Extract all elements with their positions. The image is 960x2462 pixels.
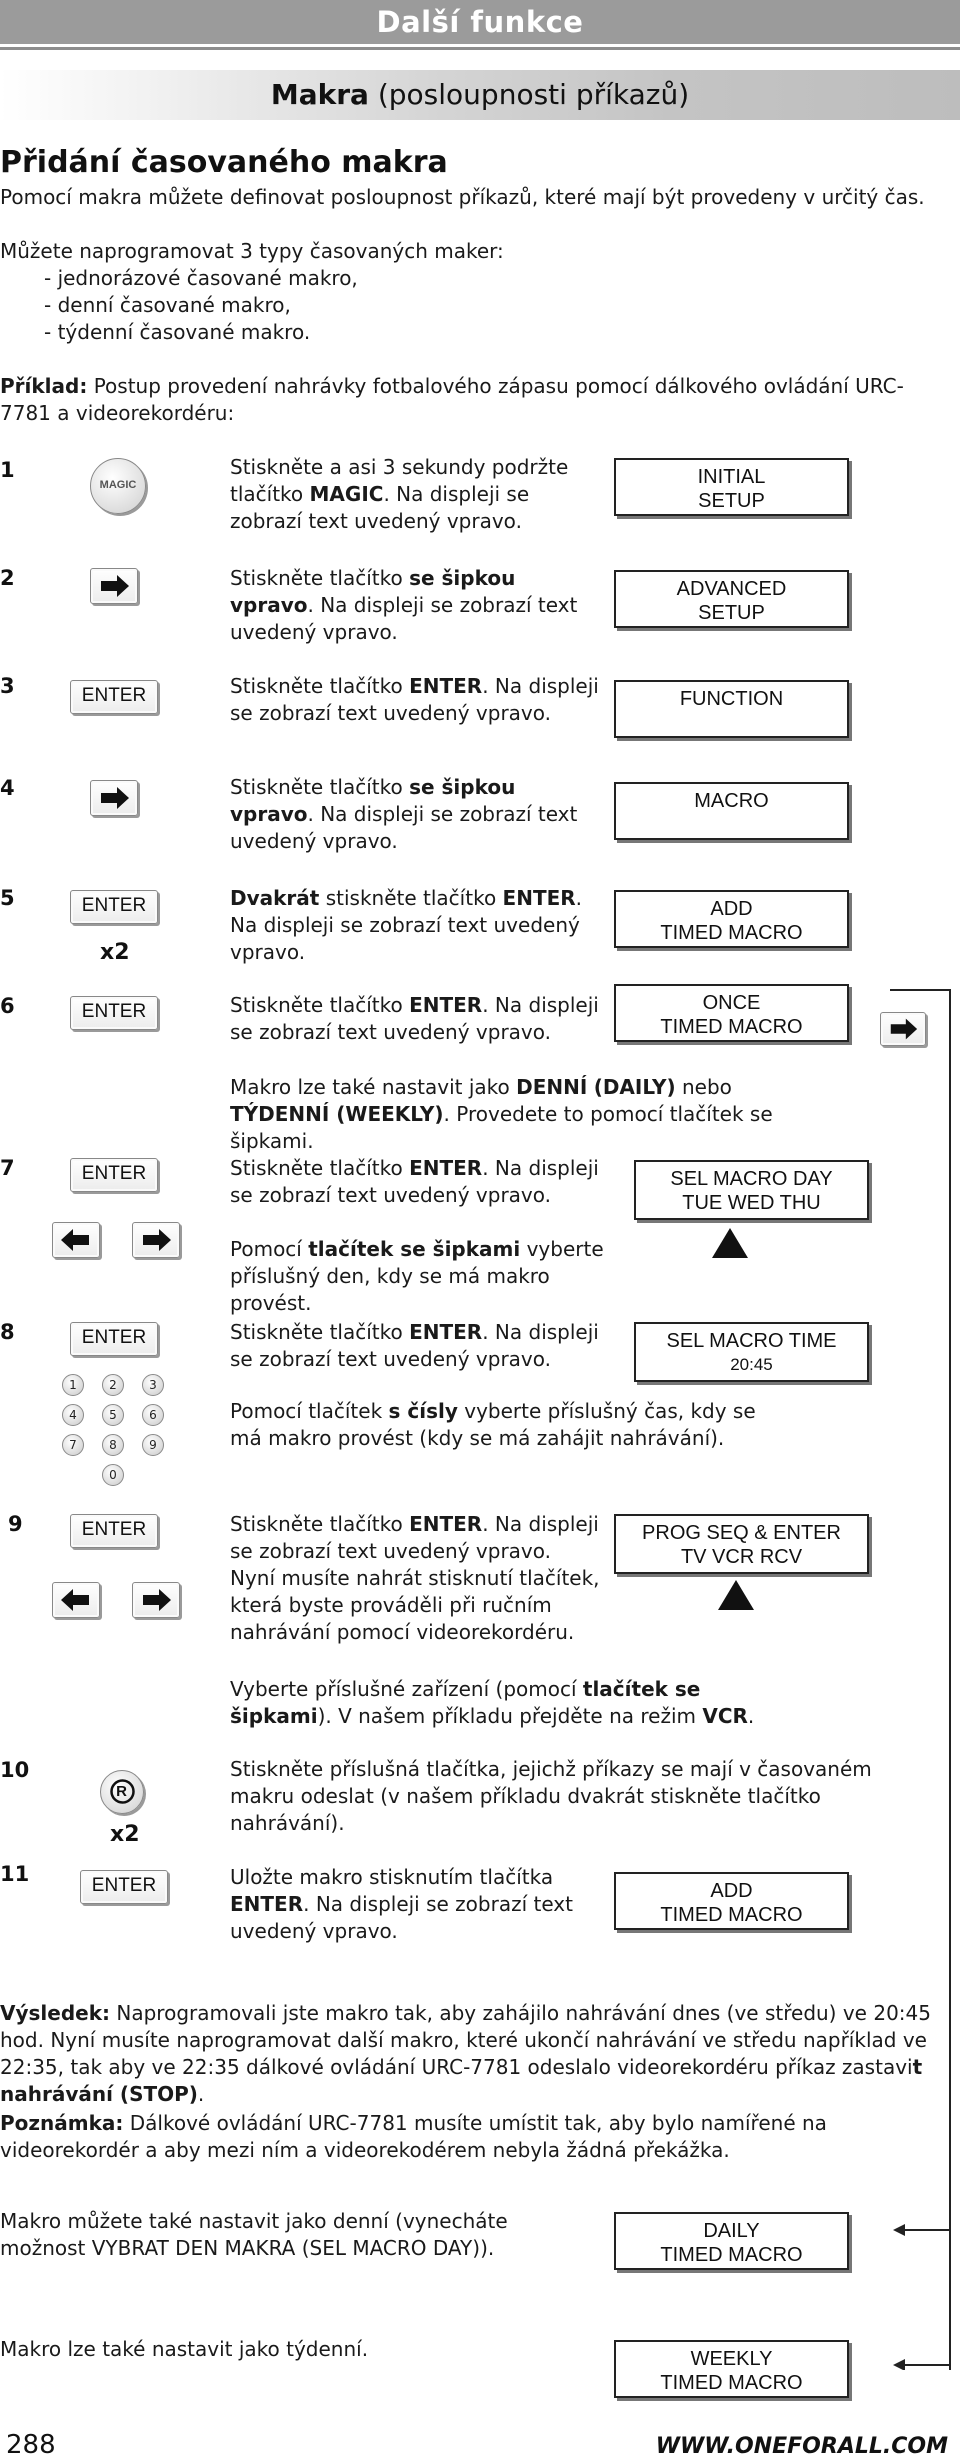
types-intro: Můžete naprogramovat 3 typy časovaných maker: xyxy=(0,239,504,263)
number-key[interactable]: 1 xyxy=(62,1374,84,1396)
right-arrow-icon xyxy=(91,781,137,815)
number-keypad xyxy=(58,1374,178,1490)
step-number: 7 xyxy=(0,1156,15,1180)
number-key[interactable]: 6 xyxy=(142,1404,164,1426)
right-arrow-button[interactable] xyxy=(132,1582,180,1618)
display-sel-macro-day: SEL MACRO DAY TUE WED THU xyxy=(634,1160,869,1220)
step-number: 3 xyxy=(0,674,15,698)
number-key[interactable]: 5 xyxy=(102,1404,124,1426)
display-sel-macro-time: SEL MACRO TIME 20:45 xyxy=(634,1322,869,1382)
enter-button[interactable]: ENTER xyxy=(70,1514,158,1548)
step-11-text: Uložte makro stisknutím tlačítka ENTER. Na displeji se zobrazí text uvedený vpravo. xyxy=(230,1865,573,1943)
step-number: 1 xyxy=(0,458,15,482)
step-8-text: Stiskněte tlačítko ENTER. Na displeji se zobrazí text uvedený vpravo. xyxy=(230,1320,599,1371)
step-7-note: Pomocí tlačítek se šipkami vyberte příslušný den, kdy se má makro provést. xyxy=(230,1237,604,1315)
intro-text: Pomocí makra můžete definovat posloupnost příkazů, které mají být provedeny v určitý čas. xyxy=(0,185,925,209)
display-macro: MACRO xyxy=(614,782,849,840)
display-advanced-setup: ADVANCED SETUP xyxy=(614,570,849,628)
right-arrow-button[interactable] xyxy=(90,568,138,604)
left-arrow-icon xyxy=(53,1583,99,1617)
enter-button[interactable]: ENTER xyxy=(70,890,158,924)
step-1-text: Stiskněte a asi 3 sekundy podržte tlačítko MAGIC. Na displeji se zobrazí text uvedený vpravo. xyxy=(230,455,569,533)
step-9-text: Stiskněte tlačítko ENTER. Na displeji se zobrazí text uvedený vpravo. Nyní musíte nahrát stisknutí tlačítek, která byste prováděli při ručním nahrávání pomocí videorekordéru. xyxy=(230,1512,600,1644)
step-2-text: Stiskněte tlačítko se šipkou vpravo. Na displeji se zobrazí text uvedený vpravo. xyxy=(230,566,578,644)
step-number: 2 xyxy=(0,566,15,590)
step-9-note: Vyberte příslušné zařízení (pomocí tlačítek se šipkami). V našem příkladu přejděte na režim VCR. xyxy=(230,1677,755,1728)
subheader-title: Makra (posloupnosti příkazů) xyxy=(270,78,690,111)
display-once-timed-macro: ONCE TIMED MACRO xyxy=(614,984,849,1042)
example-text: Příklad: Postup provedení nahrávky fotbalového zápasu pomocí dálkového ovládání URC-7781 a videorekordéru: xyxy=(0,374,904,425)
right-arrow-icon xyxy=(133,1223,179,1257)
record-button[interactable]: R xyxy=(100,1770,144,1814)
number-key[interactable]: 8 xyxy=(102,1434,124,1456)
step-8-note: Pomocí tlačítek s čísly vyberte příslušný čas, kdy se má makro provést (kdy se má zahájit nahrávání). xyxy=(230,1399,756,1450)
number-key[interactable]: 4 xyxy=(62,1404,84,1426)
step-number: 4 xyxy=(0,776,15,800)
page-number: 288 xyxy=(6,2430,56,2460)
selection-pointer-icon xyxy=(716,1580,756,1610)
step-number: 11 xyxy=(0,1862,30,1886)
step-number: 9 xyxy=(8,1512,23,1536)
result-text: Výsledek: Naprogramovali jste makro tak, aby zahájilo nahrávání dnes (ve středu) ve 20:45 hod. Nyní musíte naprogramovat další makro, které ukončí nahrávání ve středu například ve 22:35, tak aby ve 22:35 dálkové ovládání URC-7781 odeslalo videorekordéru příkaz zastavit nahrávání (STOP). xyxy=(0,2001,931,2106)
note-text: Poznámka: Dálkové ovládání URC-7781 musíte umístit tak, aby bylo namířené na videorekordér a aby mezi ním a videorekodérem nebyla žádná překážka. xyxy=(0,2111,827,2162)
step-6-text: Stiskněte tlačítko ENTER. Na displeji se zobrazí text uvedený vpravo. xyxy=(230,993,599,1044)
number-key[interactable]: 7 xyxy=(62,1434,84,1456)
left-arrow-button[interactable] xyxy=(52,1582,100,1618)
display-daily-timed-macro: DAILY TIMED MACRO xyxy=(614,2212,849,2270)
type-item: - týdenní časované makro. xyxy=(44,320,311,344)
enter-button[interactable]: ENTER xyxy=(70,680,158,714)
step-number: 10 xyxy=(0,1758,30,1782)
number-key[interactable]: 9 xyxy=(142,1434,164,1456)
step-10-text: Stiskněte příslušná tlačítka, jejichž příkazy se mají v časovaném makru odeslat (v našem příkladu dvakrát stiskněte tlačítko nahrávání). xyxy=(230,1757,872,1835)
right-arrow-button[interactable] xyxy=(90,780,138,816)
type-item: - denní časované makro, xyxy=(44,293,291,317)
right-arrow-icon xyxy=(133,1583,179,1617)
left-arrow-button[interactable] xyxy=(52,1222,100,1258)
weekly-text: Makro lze také nastavit jako týdenní. xyxy=(0,2337,369,2361)
display-add-timed-macro: ADD TIMED MACRO xyxy=(614,890,849,948)
right-arrow-icon xyxy=(91,569,137,603)
step-4-text: Stiskněte tlačítko se šipkou vpravo. Na displeji se zobrazí text uvedený vpravo. xyxy=(230,775,578,853)
display-prog-seq-enter: PROG SEQ & ENTER TV VCR RCV xyxy=(614,1514,869,1574)
enter-button[interactable]: ENTER xyxy=(80,1870,168,1904)
page-heading: Přidání časovaného makra xyxy=(0,145,448,180)
right-arrow-button[interactable] xyxy=(132,1222,180,1258)
step-number: 5 xyxy=(0,886,15,910)
magic-button[interactable]: MAGIC xyxy=(90,458,146,514)
right-arrow-icon xyxy=(881,1013,925,1045)
step-5-text: Dvakrát stiskněte tlačítko ENTER. Na displeji se zobrazí text uvedený vpravo. xyxy=(230,886,583,964)
number-key[interactable]: 0 xyxy=(102,1464,124,1486)
number-key[interactable]: 2 xyxy=(102,1374,124,1396)
daily-text: Makro můžete také nastavit jako denní (vynecháte možnost VYBRAT DEN MAKRA (SEL MACRO DAY)). xyxy=(0,2209,508,2260)
selection-pointer-icon xyxy=(710,1228,750,1258)
display-function: FUNCTION xyxy=(614,680,849,738)
step-3-text: Stiskněte tlačítko ENTER. Na displeji se zobrazí text uvedený vpravo. xyxy=(230,674,599,725)
enter-button[interactable]: ENTER xyxy=(70,996,158,1030)
header-rule xyxy=(0,47,960,50)
display-initial-setup: INITIAL SETUP xyxy=(614,458,849,516)
step-number: 8 xyxy=(0,1320,15,1344)
display-weekly-timed-macro: WEEKLY TIMED MACRO xyxy=(614,2340,849,2398)
type-item: - jednorázové časované makro, xyxy=(44,266,358,290)
step-6-note: Makro lze také nastavit jako DENNÍ (DAILY) nebo TÝDENNÍ (WEEKLY). Provedete to pomocí tlačítek se šipkami. xyxy=(230,1075,773,1153)
step-7-text: Stiskněte tlačítko ENTER. Na displeji se zobrazí text uvedený vpravo. xyxy=(230,1156,599,1207)
press-twice-label: x2 xyxy=(110,1822,140,1847)
press-twice-label: x2 xyxy=(100,940,130,965)
number-key[interactable]: 3 xyxy=(142,1374,164,1396)
display-add-timed-macro: ADD TIMED MACRO xyxy=(614,1872,849,1930)
right-arrow-button[interactable] xyxy=(880,1012,926,1046)
enter-button[interactable]: ENTER xyxy=(70,1322,158,1356)
enter-button[interactable]: ENTER xyxy=(70,1158,158,1192)
footer-url[interactable]: WWW.ONEFORALL.COM xyxy=(655,2434,948,2459)
section-title: Další funkce xyxy=(376,5,584,39)
step-number: 6 xyxy=(0,994,15,1018)
left-arrow-icon xyxy=(53,1223,99,1257)
